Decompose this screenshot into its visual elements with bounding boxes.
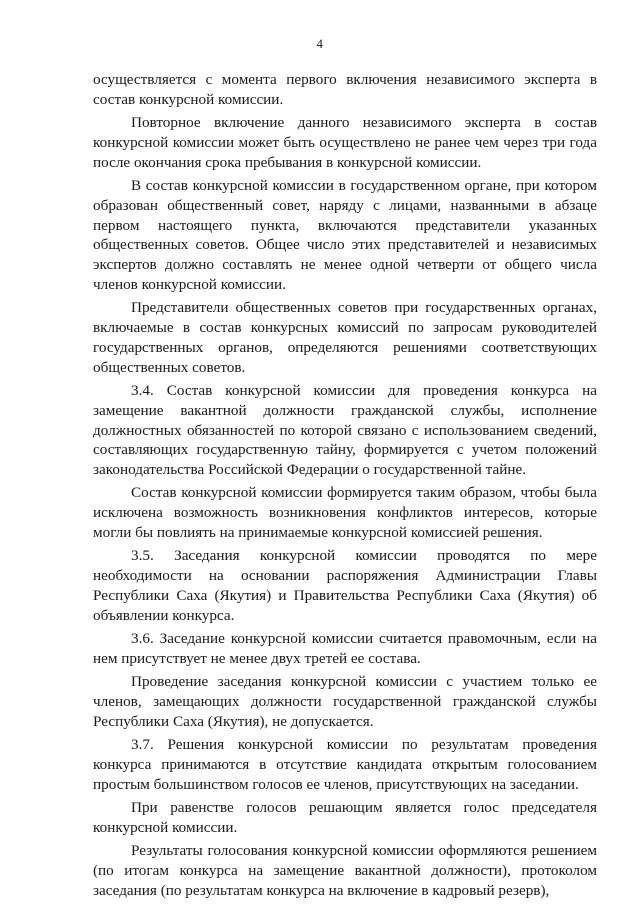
paragraph: Проведение заседания конкурсной комиссии с участием только ее членов, замещающих должности государственной гражданской службы Республики Саха (Якутия), не допускается. xyxy=(93,673,597,730)
paragraph-clause-3-6: 3.6. Заседание конкурсной комиссии считается правомочным, если на нем присутствует не менее двух третей ее состава. xyxy=(93,630,597,667)
paragraph-continuation: осуществляется с момента первого включения независимого эксперта в состав конкурсной комиссии. xyxy=(93,71,597,108)
page-number: 4 xyxy=(316,36,324,51)
paragraph-clause-3-4: 3.4. Состав конкурсной комиссии для проведения конкурса на замещение вакантной должности гражданской службы, исполнение должностных обязанностей по которой связано с использованием сведений, составляющих государственную тайну, формируется с учетом положений законодательства Российской Федерации о государственной тайне. xyxy=(93,381,597,479)
paragraph: В состав конкурсной комиссии в государственном органе, при котором образован общественный совет, наряду с лицами, названными в абзаце первом настоящего пункта, включаются представители указанных общественных советов. Общее число этих представителей и независимых экспертов должно составлять не менее одной четверти от общего числа членов конкурсной комиссии. xyxy=(93,176,597,293)
paragraph: При равенстве голосов решающим является голос председателя конкурсной комиссии. xyxy=(93,798,597,836)
document-body xyxy=(93,70,597,900)
paragraph-clause-3-5: 3.5. Заседания конкурсной комиссии проводятся по мере необходимости на основании распоряжения Администрации Главы Республики Саха (Якутия) и Правительства Республики Саха (Якутия) об объявлении конкурса. xyxy=(93,547,597,624)
paragraph: Состав конкурсной комиссии формируется таким образом, чтобы была исключена возможность возникновения конфликтов интересов, которые могли бы повлиять на принимаемые конкурсной комиссией решения. xyxy=(93,484,597,542)
paragraph-clause-3-7: 3.7. Решения конкурсной комиссии по результатам проведения конкурса принимаются в отсутствие кандидата открытым голосованием простым большинством голосов ее членов, присутствующих на заседании. xyxy=(93,736,597,793)
paragraph: Повторное включение данного независимого эксперта в состав конкурсной комиссии может быть осуществлено не ранее чем через три года после окончания срока пребывания в конкурсной комиссии. xyxy=(93,114,597,171)
paragraph: Представители общественных советов при государственных органах, включаемые в состав конкурсных комиссий по запросам руководителей государственных органов, определяются решениями соответствующих общественных советов. xyxy=(93,299,597,376)
paragraph: Результаты голосования конкурсной комиссии оформляются решением (по итогам конкурса на замещение вакантной должности), протоколом заседания (по результатам конкурса на включение в кадровый резерв), xyxy=(93,841,597,899)
